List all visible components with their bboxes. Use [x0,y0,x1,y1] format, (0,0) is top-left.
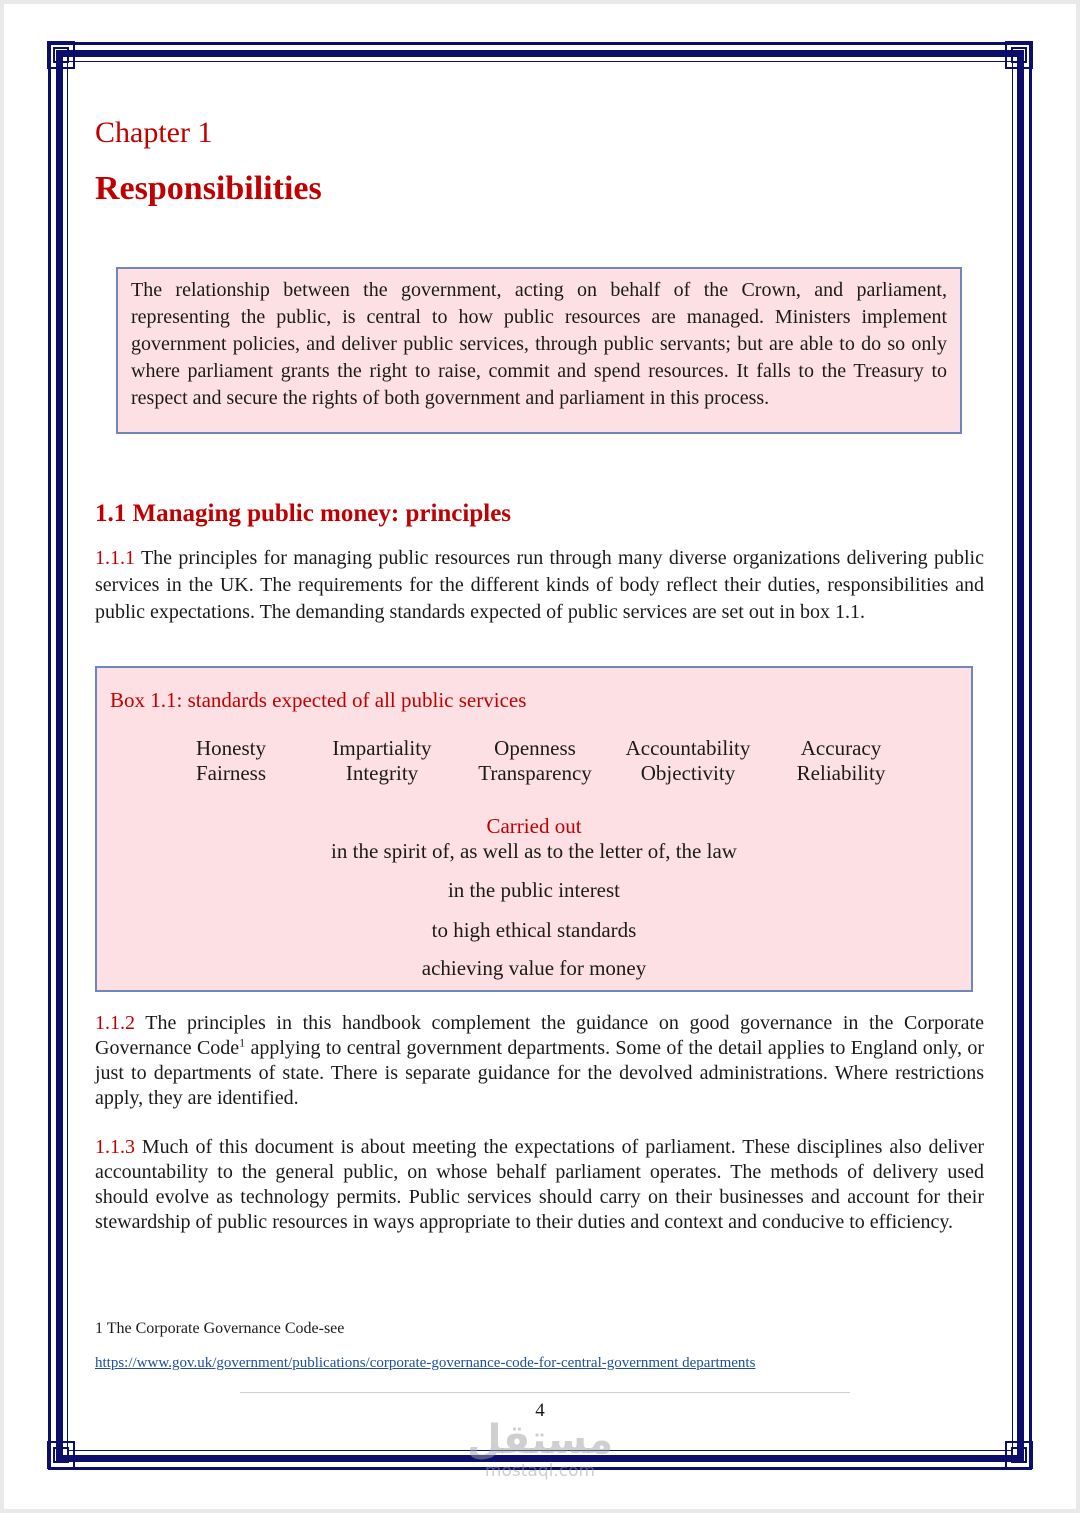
intro-box: The relationship between the government, acting on behalf of the Crown, and parliament, representing the public, is central to how public resources are managed. Ministers implement government policies, and deliver public services, through public servants; but are able to do so only where parliament grants the right to raise, commit and spend resources. It falls to the Treasury to respect and secure the rights of both government and parliament in this process. [116,267,962,434]
standard-item: Accuracy [800,736,882,760]
footnote-text: 1 The Corporate Governance Code-see [95,1320,345,1337]
paragraph-1-1-1 [95,545,984,626]
footnote-reference[interactable]: 1 [239,1035,246,1050]
standard-item: Integrity [345,761,419,785]
standard-item: Objectivity [640,761,736,785]
chapter-label: Chapter 1 [95,116,213,149]
standard-item: Transparency [478,761,592,785]
standard-column [623,736,753,786]
paragraph-text: applying to central government departments. Some of the detail applies to England only, or just to departments of state. There is separate guidance for the devolved administrations. Where restrictions apply, they are identified. [95,1037,984,1109]
standard-item: Accountability [625,736,751,760]
paragraph-1-1-2 [95,1011,984,1111]
paragraph-text: Much of this document is about meeting the expectations of parliament. These disciplines also deliver accountability to the general public, on whose behalf parliament operates. The methods of delivery used should evolve as technology permits. Public services should carry on their businesses and account for their stewardship of public resources in ways appropriate to their duties and context and conducive to efficiency. [95,1136,984,1233]
paragraph-text: The principles in this handbook complement the guidance on good governance in the Corporate Governance Code [95,1012,984,1059]
watermark-latin: mostaql.com [484,1461,596,1481]
page-title: Responsibilities [95,170,322,207]
page-number: 4 [535,1400,545,1421]
watermark-arabic: مستقل [466,1417,614,1463]
standard-item: Openness [494,736,576,760]
carried-out-line: to high ethical standards [431,918,637,942]
standard-item: Fairness [196,761,266,785]
paragraph-number: 1.1.2 [95,1012,135,1034]
footnote-link[interactable]: https://www.gov.uk/government/publications/corporate-governance-code-for-central-government departments [95,1355,756,1371]
carried-out-heading: Carried out [486,814,582,838]
standard-column [791,736,891,786]
paragraph-1-1-3 [95,1135,984,1235]
corner-ornament-icon [46,40,76,70]
corner-ornament-icon [1004,40,1034,70]
section-heading: 1.1 Managing public money: principles [95,500,512,527]
carried-out-line: in the public interest [447,878,621,902]
standard-column [329,736,435,786]
box-1-1 [95,666,973,992]
standard-item: Honesty [196,736,266,760]
footer-divider [240,1392,850,1393]
standard-item: Impartiality [332,736,432,760]
carried-out-line: in the spirit of, as well as to the letter of, the law [331,839,737,863]
standard-column [475,736,595,786]
paragraph-number: 1.1.1 [95,547,135,569]
box-title: Box 1.1: standards expected of all public services [110,688,527,712]
paragraph-number: 1.1.3 [95,1136,135,1158]
paragraph-text: The principles for managing public resources run through many diverse organizations delivering public services in the UK. The requirements for the different kinds of body reflect their duties, responsibilities and public expectations. The demanding standards expected of public services are set out in box 1.1. [95,547,984,623]
standard-item: Reliability [796,761,886,785]
standard-column [193,736,269,786]
carried-out-line: achieving value for money [421,956,647,980]
watermark-logo [0,1418,1080,1480]
